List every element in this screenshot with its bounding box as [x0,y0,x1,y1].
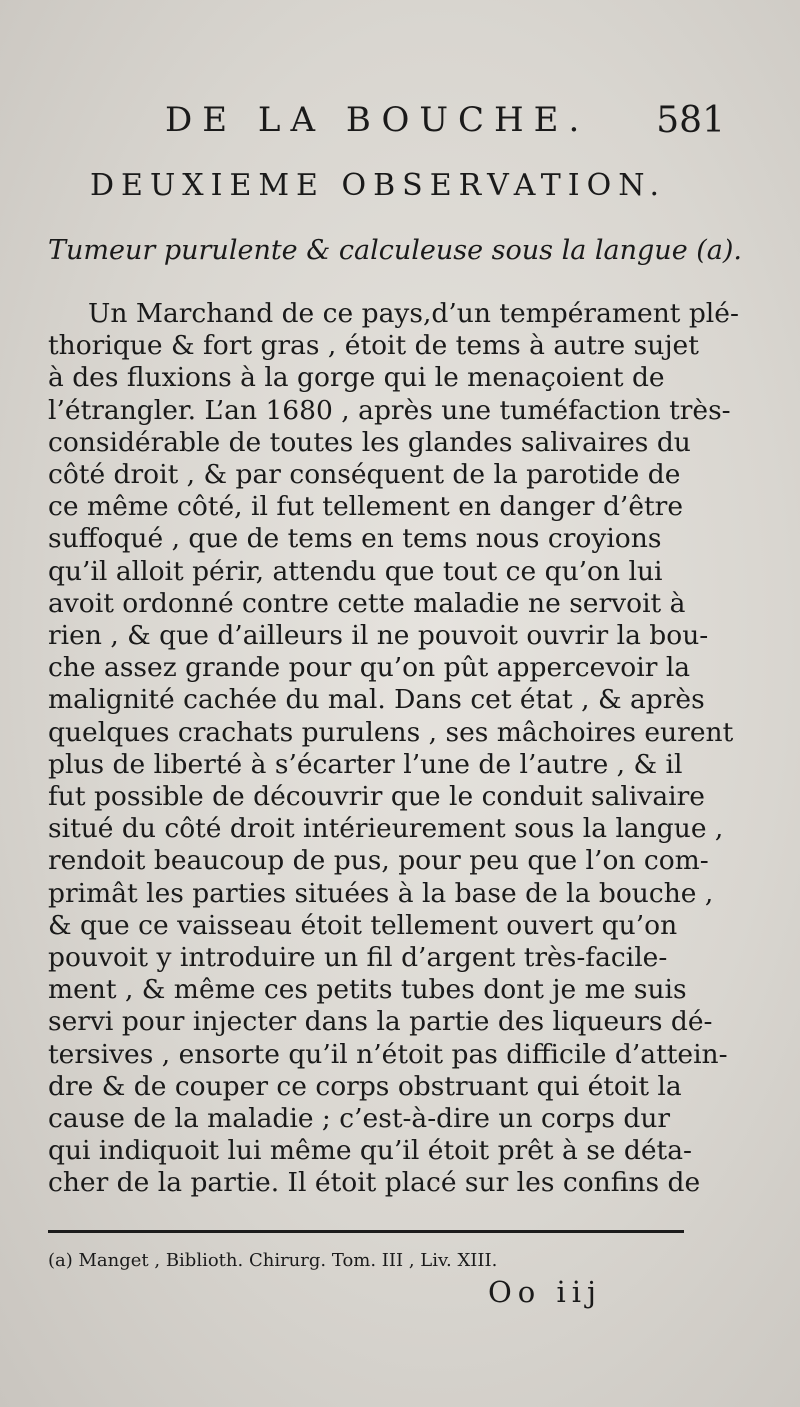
body-line: servi pour injecter dans la partie des liqueurs dé- [48,1006,713,1038]
running-head [165,100,725,150]
running-title: DE LA BOUCHE. [165,100,590,140]
subtitle: Tumeur purulente & calculeuse sous la langue (a). [48,235,742,266]
signature-mark: Oo iij [488,1275,602,1309]
section-heading: DEUXIEME OBSERVATION. [90,168,667,203]
body-line: che assez grande pour qu’on pût appercevoir la [48,652,691,684]
body-line: primât les parties situées à la base de la bouche , [48,877,714,909]
body-line: cause de la maladie ; c’est-à-dire un corps dur [48,1103,671,1135]
body-line: qui indiquoit lui même qu’il étoit prêt à se déta- [48,1135,692,1167]
body-line: à des fluxions à la gorge qui le menaçoient de [48,362,665,394]
body-line: thorique & fort gras , étoit de tems à autre sujet [48,330,699,362]
body-line: rendoit beaucoup de pus, pour peu que l’on com- [48,845,709,877]
footnote: (a) Manget , Biblioth. Chirurg. Tom. III , Liv. XIII. [48,1250,498,1271]
body-line: rien , & que d’ailleurs il ne pouvoit ouvrir la bou- [48,620,709,652]
body-line: suffoqué , que de tems en tems nous croyions [48,523,662,555]
body-line: ment , & même ces petits tubes dont je me suis [48,974,687,1006]
body-line: qu’il alloit périr, attendu que tout ce qu’on lui [48,555,663,587]
body-line: ce même côté, il fut tellement en danger d’être [48,491,684,523]
body-line: tersives , ensorte qu’il n’étoit pas difficile d’attein- [48,1038,728,1070]
body-line: plus de liberté à s’écarter l’une de l’autre , & il [48,748,683,780]
body-line: quelques crachats purulens , ses mâchoires eurent [48,716,734,748]
page-number: 581 [656,100,725,141]
body-line: l’étrangler. L’an 1680 , après une tuméfaction très- [48,394,731,426]
body-line: avoit ordonné contre cette maladie ne servoit à [48,587,686,619]
body-line: considérable de toutes les glandes salivaires du [48,426,691,458]
body-line: dre & de couper ce corps obstruant qui étoit la [48,1070,682,1102]
body-line: fut possible de découvrir que le conduit salivaire [48,781,705,813]
body-line: pouvoit y introduire un fil d’argent très-facile- [48,942,668,974]
body-line: cher de la partie. Il étoit placé sur les confins de [48,1167,701,1199]
body-line: situé du côté droit intérieurement sous la langue , [48,813,724,845]
footnote-rule [48,1230,684,1233]
body-line: malignité cachée du mal. Dans cet état , & après [48,684,705,716]
body-line: côté droit , & par conséquent de la parotide de [48,459,681,491]
body-text [48,298,739,1200]
body-line: & que ce vaisseau étoit tellement ouvert qu’on [48,909,678,941]
body-line: Un Marchand de ce pays,d’un tempérament plé- [88,298,739,329]
